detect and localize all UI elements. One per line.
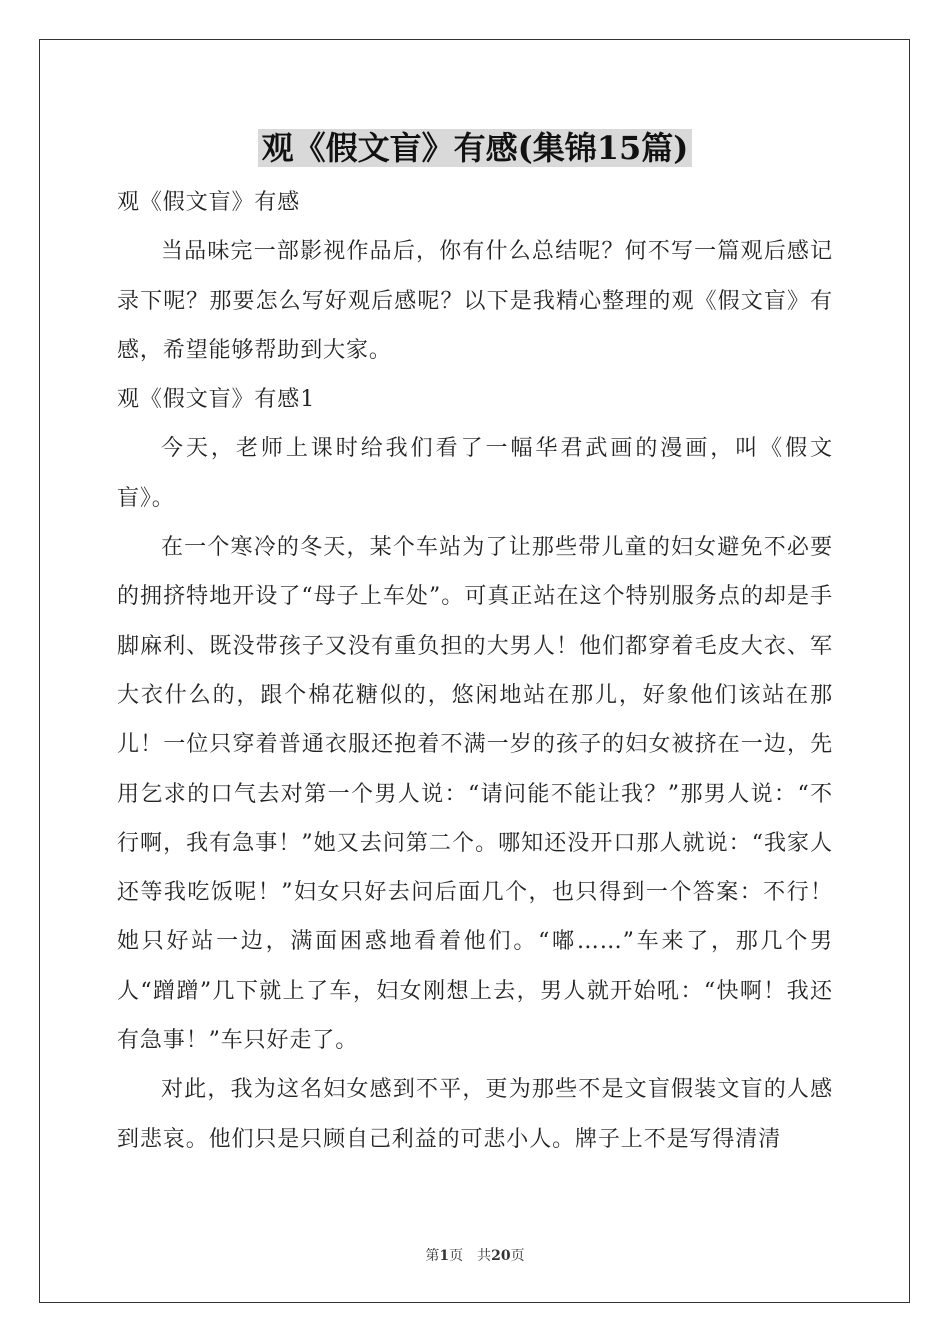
document-title <box>0 126 950 170</box>
footer-page-suffix: 页 <box>510 1248 525 1264</box>
footer-page-mid: 页 共 <box>449 1248 492 1264</box>
footer-page-prefix: 第 <box>425 1248 440 1264</box>
page-footer <box>0 1246 950 1266</box>
intro-paragraph: 当品味完一部影视作品后，你有什么总结呢？何不写一篇观后感记录下呢？那要怎么写好观后感呢？以下是我精心整理的观《假文盲》有感，希望能够帮助到大家。 <box>117 239 833 363</box>
footer-page-current: 1 <box>439 1248 450 1264</box>
subtitle: 观《假文盲》有感 <box>117 190 301 215</box>
footer-page-total: 20 <box>491 1248 511 1264</box>
section-heading: 观《假文盲》有感1 <box>117 387 316 413</box>
title-text: 观《假文盲》有感(集锦15篇) <box>258 129 693 167</box>
document-body <box>117 178 833 1164</box>
body-paragraph-1: 今天，老师上课时给我们看了一幅华君武画的漫画，叫《假文盲》。 <box>117 436 833 511</box>
body-paragraph-2: 在一个寒冷的冬天，某个车站为了让那些带儿童的妇女避免不必要的拥挤特地开设了“母子上车处”。可真正站在这个特别服务点的却是手脚麻利、既没带孩子又没有重负担的大男人！他们都穿着毛皮大衣、军大衣什么的，跟个棉花糖似的，悠闲地站在那儿，好象他们该站在那儿！一位只穿着普通衣服还抱着不满一岁的孩子的妇女被挤在一边，先用乞求的口气去对第一个男人说：“请问能不能让我？”那男人说：“不行啊，我有急事！”她又去问第二个。哪知还没开口那人就说：“我家人还等我吃饭呢！”妇女只好去问后面几个，也只得到一个答案：不行！她只好站一边，满面困惑地看着他们。“嘟……”车来了，那几个男人“蹭蹭”几下就上了车，妇女刚想上去，男人就开始吼：“快啊！我还有急事！”车只好走了。 <box>117 535 833 1054</box>
body-paragraph-3: 对此，我为这名妇女感到不平，更为那些不是文盲假装文盲的人感到悲哀。他们只是只顾自己利益的可悲小人。牌子上不是写得清清 <box>117 1077 833 1152</box>
